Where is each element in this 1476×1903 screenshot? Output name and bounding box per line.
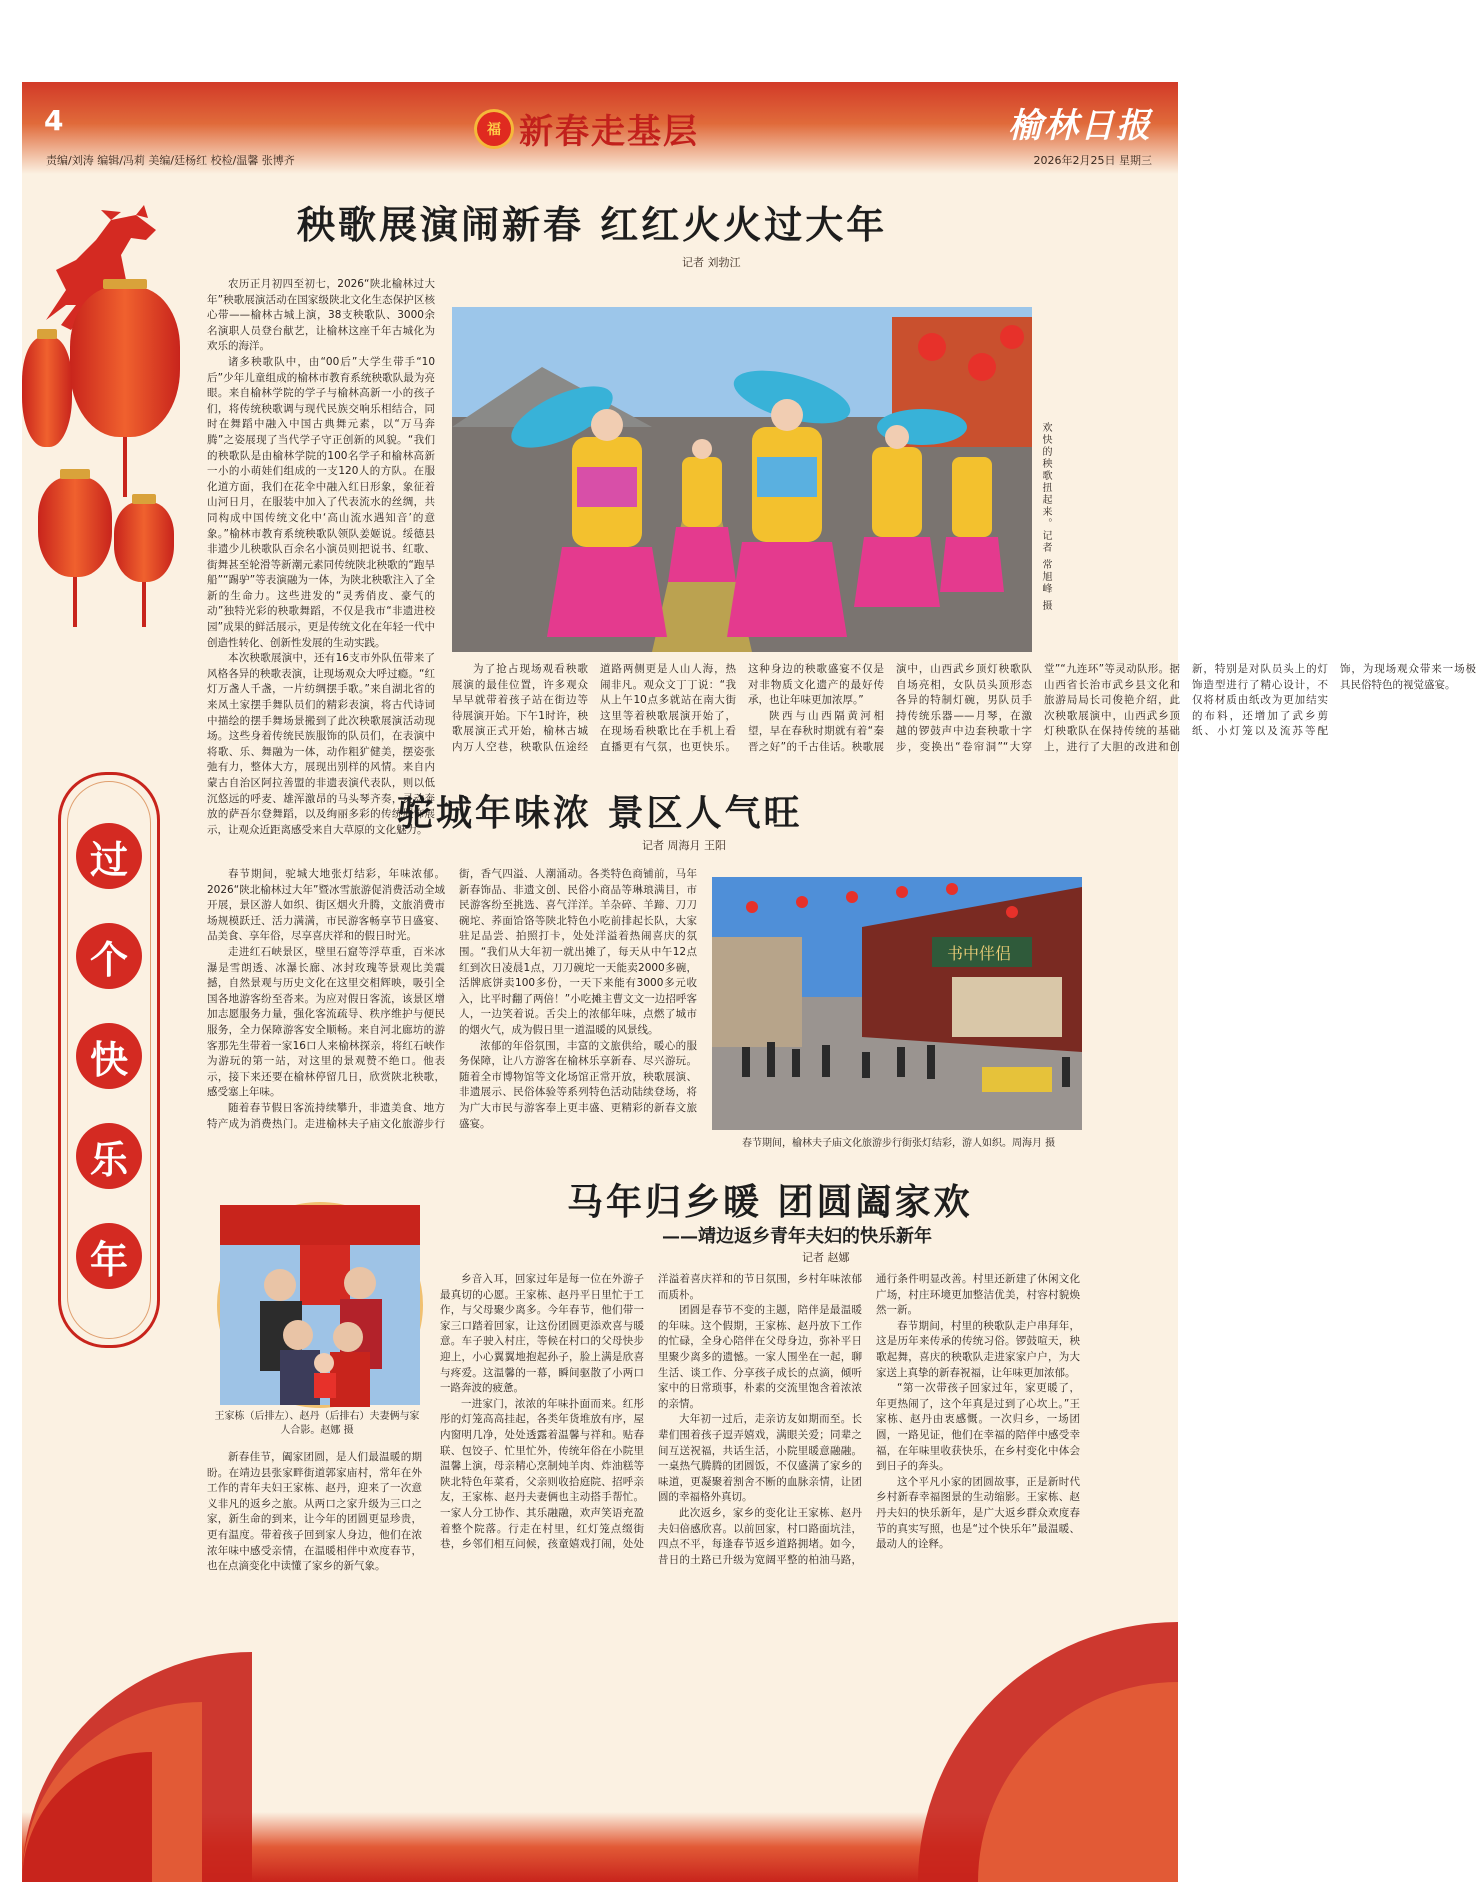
page-number: 4 xyxy=(44,104,64,137)
article3-byline: 记者 赵娜 xyxy=(802,1251,850,1264)
lantern-icon: 福 xyxy=(477,112,511,146)
article1-byline: 记者 刘勃江 xyxy=(682,256,741,269)
yangko-dance-photo xyxy=(452,307,1032,652)
article2-paragraph: 春节期间，驼城大地张灯结彩，年味浓郁。2026“陕北榆林过大年”暨冰雪旅游促消费活动全域开展，景区游人如织、街区烟火升腾，文旅消费市场规模跃迁、活力满满，市民游客畅享节日盛宴、品美食、享年俗，尽享喜庆祥和的假日时光。 xyxy=(207,868,445,943)
article2-paragraph: 走进红石峡景区，壁里石窟等浮草重，百米冰瀑是雪朗透、冰瀑长廊、冰封玫瑰等景观比美震撼，自然景观与历史文化在这里交相辉映，吸引全国各地游客纷至沓来。为应对假日客流，该景区增加志愿服务力量，强化客流疏导、秩序维护与便民服务，全力保障游客安全顺畅。来自河北廊坊的游客那先生带着一家16口人来榆林探亲，将红石峡作为游玩的第一站，对这里的景观赞不绝口。他表示，接下来还要在榆林停留几日，欣赏陕北秧歌，感受塞上年味。 xyxy=(207,945,445,1099)
article2-headline: 驼城年味浓 景区人气旺 xyxy=(397,792,803,834)
masthead: 榆林日报 xyxy=(1008,106,1152,146)
article1-photo-caption: 欢快的秧歌扭起来。记者 常旭峰 摄 xyxy=(1040,422,1051,613)
section-title: 新春走基层 xyxy=(519,112,699,152)
section-logo xyxy=(477,104,699,153)
family-illustration xyxy=(220,1205,420,1405)
article3-paragraph: 一进家门，浓浓的年味扑面而来。红彤彤的灯笼高高挂起，各类年货堆放有序，屋内窗明几净，处处透露着温馨与祥和。贴春联、包饺子、忙里忙外，传统年俗在小院里温馨上演，母亲精心烹制炖羊肉、炸油糕等陕北特色年菜肴，父亲则收拾庭院、招呼亲友，王家栋、赵丹夫妻俩也主动搭手帮忙。一家人分工协作、其乐融融，欢声笑语充盈着整个院落。行走在村里，红灯笼点缀街巷，乡邻们相互问候，孩童嬉戏打闹，处处洋溢着喜庆祥和的节日氛围，乡村年味浓郁而质朴。 xyxy=(440,1273,862,1551)
lantern-decoration xyxy=(114,502,174,582)
article3-paragraph: 大年初一过后，走亲访友如期而至。长辈们围着孩子逗弄嬉戏，满眼关爱；同辈之间互送祝福，共话生活，小院里暖意融融。一桌热气腾腾的团圆饭，不仅盛满了家乡的味道，更凝聚着割舍不断的血脉亲情，让团圆的幸福格外真切。 xyxy=(658,1413,862,1504)
banner-char: 年 xyxy=(76,1223,142,1289)
editor-credits: 责编/刘涛 编辑/冯莉 美编/廷杨红 校检/温馨 张博齐 xyxy=(46,154,295,167)
article3-paragraph: 乡音入耳，回家过年是每一位在外游子最真切的心愿。王家栋、赵丹平日里忙于工作，与父母聚少离多。今年春节，他们带一家三口踏着回家，让这份团圆更添欢喜与暖意。车子驶入村庄，等候在村口的父母快步迎上，小心翼翼地抱起孙子，脸上满是欣喜与疼爱。这温馨的一幕，瞬间驱散了小两口一路奔波的疲惫。 xyxy=(440,1273,644,1395)
fan-decoration xyxy=(918,1622,1178,1882)
article2-paragraph: 浓郁的年俗氛围，丰富的文旅供给，暖心的服务保障，让八方游客在榆林乐享新春、尽兴游玩。随着全市博物馆等文化场馆正常开放，秧歌展演、非遗展示、民俗体验等系列特色活动陆续登场，将为广大市民与游客奉上更丰盛、更精彩的新春文旅盛宴。 xyxy=(459,1039,697,1130)
article1-paragraph: 陕西与山西隔黄河相望，早在春秋时期就有着“秦晋之好”的千古佳话。秧歌展演中，山西武乡顶灯秧歌队自场亮相，女队员头顶形态各异的特制灯碗，男队员手持传统乐器——月琴，在激越的锣鼓声中边套秧歌十字步，变换出“卷帘洞”“大穿堂”“九连环”等灵动队形。据山西省长治市武乡县文化和旅游局局长司俊艳介绍，此次秧歌展演中，山西武乡顶灯秧歌队在保持传统的基础上，进行了大胆的改进和创新，特别是对队员头上的灯饰造型进行了精心设计，不仅将材质由纸改为更加结实的布料，还增加了武乡剪纸、小灯笼以及流苏等配饰，为现场观众带来一场极具民俗特色的视觉盛宴。 xyxy=(748,663,1476,753)
newspaper-page xyxy=(22,82,1476,1882)
article2-paragraph: 随着春节假日客流持续攀升，非遗美食、地方特产成为消费热门。走进榆林夫子庙文化旅游步行街，香气四溢、人潮涌动。各类特色商铺前，马年新春饰品、非遗文创、民俗小商品等琳琅满目，市民游客纷至挑选、喜气洋洋。羊杂碎、羊蹄、刀刀碗坨、荞面饸饹等陕北特色小吃前排起长队，大家驻足品尝、拍照打卡，处处洋溢着热闹喜庆的氛围。“我们从大年初一就出摊了，每天从中午12点红到次日凌晨1点，刀刀碗坨一天能卖2000多碗，活牌底饼卖100多份，一天下来能有3000多元收入，比平时翻了两倍！”小吃摊主曹文文一边招呼客人，一边笑着说。舌尖上的浓郁年味，点燃了城市的烟火气，成为假日里一道温暖的风景线。 xyxy=(207,868,697,1130)
lantern-decoration xyxy=(38,477,112,577)
shop-sign: 书中伴侣 xyxy=(947,944,1012,963)
article2-photo-caption: 春节期间，榆林夫子庙文化旅游步行街张灯结彩，游人如织。周海月 摄 xyxy=(742,1138,1056,1149)
article3-column-left xyxy=(207,1450,422,1590)
article3-paragraph: 此次返乡，家乡的变化让王家栋、赵丹夫妇倍感欣喜。以前回家，村口路面坑洼，四点不平，每逢春节返乡道路拥堵。如今，昔日的土路已升级为宽阔平整的柏油马路，通行条件明显改善。村里还新建了休闲文化广场，村庄环境更加整洁优美，村容村貌焕然一新。 xyxy=(658,1273,1080,1566)
article1-paragraph: 农历正月初四至初七，2026“陕北榆林过大年”秧歌展演活动在国家级陕北文化生态保护区核心带——榆林古城上演，38支秧歌队、3000余名演职人员登台献艺，让榆林这座千年古城化为欢乐的海洋。 xyxy=(207,278,435,353)
lantern-tassel xyxy=(142,582,146,627)
article3-paragraph: “第一次带孩子回家过年，家更暖了，年更热闹了，这个年真是过到了心坎上。”王家栋、赵丹由衷感慨。一次归乡，一场团圆，一路见证，他们在幸福的陪伴中感受幸福，在年味里收获快乐，在乡村变化中体会到日子的奔头。 xyxy=(876,1382,1080,1473)
article1-column-2 xyxy=(452,662,1476,757)
banner-char: 快 xyxy=(76,1023,142,1089)
article1-paragraph: 为了抢占现场观看秧歌展演的最佳位置，许多观众早早就带着孩子站在街边等待展演开始。下午1时许，秧歌展演正式开始，榆林古城内万人空巷，秧歌队伍途经道路两侧更是人山人海，热闹非凡。观众文丁丁说：“我从上午10点多就站在南大街这里等着秧歌展演开始了，在现场看秧歌比在手机上看直播更有气氛，也更快乐。这种身边的秧歌盛宴不仅是对非物质文化遗产的最好传承，也让年味更加浓厚。” xyxy=(452,663,884,753)
article2-byline: 记者 周海月 王阳 xyxy=(642,839,726,852)
article3-paragraph: 春节期间，村里的秧歌队走户串拜年，这是历年来传承的传统习俗。锣鼓喧天，秧歌起舞，喜庆的秧歌队走进家家户户，为大家送上真挚的新春祝福，让年味更加浓郁。 xyxy=(876,1319,1080,1379)
banner-char: 个 xyxy=(76,923,142,989)
article3-photo-caption: 王家栋（后排左）、赵丹（后排右）夫妻俩与家人合影。赵娜 摄 xyxy=(214,1411,420,1436)
pedestrian-street-photo xyxy=(712,877,1082,1130)
article3-paragraph: 新春佳节，阖家团圆，是人们最温暖的期盼。在靖边县张家畔街道郭家庙村，常年在外工作的青年夫妇王家栋、赵丹，迎来了一次意义非凡的返乡之旅。从两口之家升级为三口之家，新生命的到来，让今年的团圆更显珍贵，更有温度。带着孩子回到家人身边，他们在浓浓年味中感受亲情，在温暖相伴中欢度春节，也在点滴变化中读懂了家乡的新气象。 xyxy=(207,1451,422,1573)
street-illustration xyxy=(712,877,1082,1130)
yangko-dance-illustration xyxy=(452,307,1032,652)
article1-paragraph: 诸多秧歌队中，由“00后”大学生带手“10后”少年儿童组成的榆林市教育系统秧歌队最为亮眼。来自榆林学院的学子与榆林高新一小的孩子们，将传统秧歌调与现代民族交响乐相结合，同时在舞蹈中融入中国古典舞元素，以“万马奔腾”之姿展现了当代学子守正创新的风貌。“我们的秧歌队是由榆林学院的100名学子和榆林高新一小的小萌娃们组成的一支120人的方队。在服化道方面，我们在花伞中融入红日形象，象征着山河日月，在服装中加入了代表流水的丝绸，共同构成中国传统文化中‘高山流水遇知音’的意象。”榆林市教育系统秧歌队领队姜姬说。绥德县非遗少儿秧歌队百余名小演员则把说书、红歌、街舞甚至轮滑等新潮元素同传统陕北秧歌的“跑旱船”“踢驴”等表演融为一体，为陕北秧歌注入了全新的生命力。这些进发的“灵秀俏皮、豪气的动”独特光彩的秧歌舞蹈，不仅是我市“非遗进校园”成果的鲜活展示，更是传统文化在年轻一代中创造性转化、创新性发展的生动实践。 xyxy=(207,355,435,649)
banner-char: 乐 xyxy=(76,1123,142,1189)
article1-paragraph: 本次秧歌展演中，还有16支市外队伍带来了风格各异的秧歌表演，让现场观众大呼过瘾。“红灯万盏人千盏，一片纺绸摆手歌。”来自湖北省的来凤土家摆手舞队员们的精彩表演，将古代诗词中描绘的摆手舞场景搬到了此次秧歌展演活动现场。这些身着传统民族服饰的队员们，在表演中将歌、乐、舞融为一体，动作粗犷健美，摆姿张弛有力，整体大方，展现出别样的风情。来自内蒙古自治区阿拉善盟的非遗表演代表队，则以低沉悠远的呼麦、雄浑激昂的马头琴齐奏，灵动奔放的萨吾尔登舞蹈，以及绚丽多彩的传统服饰展示，让观众近距离感受来自大草原的文化魅力。 xyxy=(207,652,435,836)
banner-char: 过 xyxy=(76,823,142,889)
dateline: 2026年2月25日 星期三 xyxy=(1033,154,1152,167)
lantern-tassel xyxy=(73,577,77,627)
article3-headline: 马年归乡暖 团圆阖家欢 xyxy=(567,1181,973,1223)
article3-paragraph: 团圆是春节不变的主题，陪伴是最温暖的年味。这个假期，王家栋、赵丹放下工作的忙碌，全身心陪伴在父母身边，弥补平日里聚少离多的遗憾。一家人围坐在一起，聊生活、谈工作、分享孩子成长的点滴，倾听家中的日常琐事，朴素的交流里饱含着浓浓的亲情。 xyxy=(658,1304,862,1410)
article1-column-1 xyxy=(207,277,435,836)
article2-column xyxy=(207,867,697,1162)
lantern-decoration xyxy=(22,337,72,447)
family-photo xyxy=(217,1202,423,1408)
article3-paragraph: 这个平凡小家的团圆故事，正是新时代乡村新春幸福图景的生动缩影。王家栋、赵丹夫妇的快乐新年，是广大返乡群众欢度春节的真实写照，也是“过个快乐年”最温暖、最动人的诠释。 xyxy=(876,1475,1080,1551)
fan-decoration xyxy=(22,1652,282,1882)
article3-subheadline: ——靖边返乡青年夫妇的快乐新年 xyxy=(662,1226,932,1247)
lantern-decoration xyxy=(70,287,180,437)
article1-headline: 秧歌展演闹新春 红红火火过大年 xyxy=(297,202,888,247)
vertical-banner xyxy=(58,772,160,1348)
article3-column-main xyxy=(440,1272,1080,1612)
lantern-tassel xyxy=(123,437,127,497)
